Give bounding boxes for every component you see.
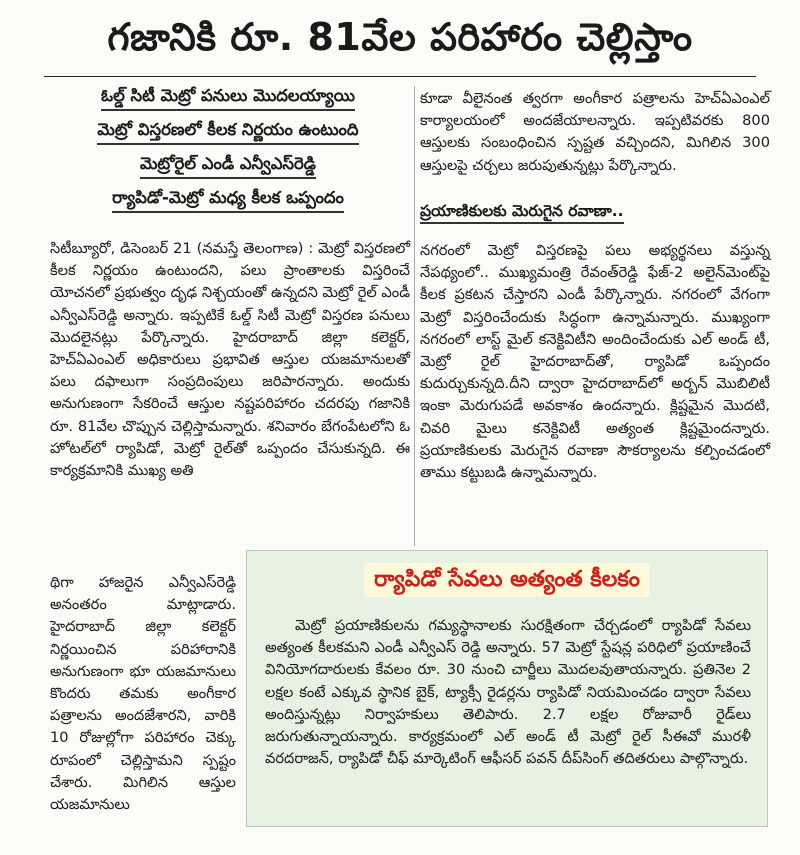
kicker-item bbox=[48, 120, 408, 154]
kicker-text: మెట్రో విస్తరణలో కీలక నిర్ణయం ఉంటుంది bbox=[97, 120, 358, 145]
article-paragraph: థిగా హాజరైన ఎన్వీఎస్‌రెడ్డి అనంతరం మాట్లాడారు. హైదరాబాద్ జిల్లా కలెక్టర్ నిర్ణయించిన పరిహారానికి అనుగుణంగా భూ యజమానులు కొందరు తమకు అంగీకార పత్రాలను అందజేశారని, వారికి 10 రోజుల్లోగా పరిహారం చెక్కు రూపంలో చెల్లిస్తామని స్పష్టం చేశారు. మిగిలిన ఆస్తుల యజమానులు bbox=[50, 574, 236, 814]
headline: గజానికి రూ. 81వేల పరిహారం చెల్లిస్తాం bbox=[107, 15, 693, 59]
kicker-list bbox=[48, 86, 408, 222]
kicker-item bbox=[48, 154, 408, 188]
kicker-item bbox=[48, 188, 408, 222]
section-subhead bbox=[420, 200, 770, 222]
article-column-right-mid bbox=[420, 240, 770, 484]
kicker-text: ర్యాపిడో-మెట్రో మధ్య కీలక ఒప్పందం bbox=[112, 188, 344, 213]
subhead-text: ప్రయాణికులకు మెరుగైన రవాణా.. bbox=[420, 202, 624, 224]
article-paragraph: కూడా వీలైనంత త్వరగా అంగీకార పత్రాలను హెచ్ఏఎంఎల్ కార్యాలయంలో అందజేయాలన్నారు. ఇప్పటివరకు 800 ఆస్తులకు సంబంధించిన స్పష్టత వచ్చిందని, మిగిలిన 300 ఆస్తులపై చర్చలు జరుపుతున్నట్లు పేర్కొన్నారు. bbox=[420, 90, 770, 174]
kicker-item bbox=[48, 86, 408, 120]
article-column-right-top bbox=[420, 88, 770, 177]
box-title-text: ర్యాపిడో సేవలు అత్యంత కీలకం bbox=[364, 563, 650, 597]
kicker-text: ఓల్డ్ సిటీ మెట్రో పనులు మొదలయ్యాయి bbox=[101, 86, 355, 111]
article-column-left-bottom bbox=[50, 572, 236, 816]
box-body: మెట్రో ప్రయాణికులను గమ్యస్థానాలకు సురక్షితంగా చేర్చడంలో ర్యాపిడో సేవలు అత్యంత కీలకమని ఎండీ ఎన్వీఎస్ రెడ్డి అన్నారు. 57 మెట్రో స్టేషన్ల పరిధిలో ప్రయాణించే వినియోగదారులకు కేవలం రూ. 30 నుంచి చార్జీలు మొదలవుతాయన్నారు. ప్రతినెల 2 లక్షల కంటే ఎక్కువ స్థానిక బైక్, ట్యాక్సీ రైడర్లను ర్యాపిడో నియమించడం ద్వారా సేవలు అందిస్తున్నట్లు నిర్వాహకులు తెలిపారు. 2.7 లక్షల రోజువారీ రైడ్‌లు జరుగుతున్నాయన్నారు. కార్యక్రమంలో ఎల్ అండ్ టీ మెట్రో రైల్ సీఈవో మురళీ వరదరాజన్, ర్యాపిడో చీఫ్ మార్కెటింగ్ ఆఫీసర్ పవన్ దీప్‌సింగ్ తదితరులు పాల్గొన్నారు. bbox=[265, 617, 751, 768]
column-divider bbox=[414, 86, 415, 546]
box-title bbox=[247, 563, 767, 597]
kicker-text: మెట్రోరైల్ ఎండీ ఎన్వీఎస్‌రెడ్డి bbox=[140, 154, 316, 179]
headline-rule bbox=[44, 76, 756, 77]
sidebar-box bbox=[246, 550, 768, 827]
article-paragraph: నగరంలో మెట్రో విస్తరణపై పలు అభ్యర్థనలు వస్తున్న నేపథ్యంలో.. ముఖ్యమంత్రి రేవంత్‌రెడ్డి ఫేజ్-2 అలైన్‌మెంట్‌పై కీలక ప్రకటన చేస్తారని ఎండీ పేర్కొన్నారు. నగరంలో వేగంగా మెట్రో విస్తరించేందుకు సిద్ధంగా ఉన్నామన్నారు. ముఖ్యంగా నగరంలో లాస్ట్ మైల్ కనెక్టివిటీని అందించేందుకు ఎల్ అండ్ టీ, మెట్రో రైల్ హైదరాబాద్‌తో, ర్యాపిడో ఒప్పందం కుదుర్చుకున్నది.దీని ద్వారా హైదరాబాద్‌లో అర్బన్ మొబిలిటీ ఇంకా మెరుగుపడే అవకాశం ఉందన్నారు. క్లిష్టమైన మొదటి, చివరి మైలు కనెక్టివిటీ అత్యంత క్లిష్టమైందన్నారు. ప్రయాణికులకు మెరుగైన రవాణా సౌకర్యాలను కల్పించడంలో తాము కట్టుబడి ఉన్నామన్నారు. bbox=[420, 242, 770, 482]
article-paragraph: సిటీబ్యూరో, డిసెంబర్ 21 (నమస్తే తెలంగాణ) : మెట్రో విస్తరణలో కీలక నిర్ణయం ఉంటుందని, పలు ప్రాంతాలకు విస్తరించే యోచనలో ప్రభుత్వం దృఢ నిశ్చయంతో ఉన్నదని మెట్రో రైల్ ఎండీ ఎన్వీఎస్‌రెడ్డి అన్నారు. ఇప్పటికే ఓల్డ్ సిటీ మెట్రో విస్తరణ పనులు మొదలైనట్లు పేర్కొన్నారు. హైదరాబాద్ జిల్లా కలెక్టర్, హెచ్ఏఎంఎల్ అధికారులు ప్రభావిత ఆస్తుల యజమానులతో పలు దఫాలుగా సంప్రదింపులు జరిపారన్నారు. అందుకు అనుగుణంగా సేకరించే ఆస్తుల నష్టపరిహారం చదరపు గజానికి రూ. 81వేల చొప్పున చెల్లిస్తామన్నారు. శనివారం బేగంపేటలోని ఓ హోటల్‌లో ర్యాపిడో, మెట్రో రైల్‌తో ఒప్పందం చేసుకున్నది. ఈ కార్యక్రమానికి ముఖ్య అతి bbox=[50, 240, 410, 480]
article-column-left-top bbox=[50, 238, 410, 482]
